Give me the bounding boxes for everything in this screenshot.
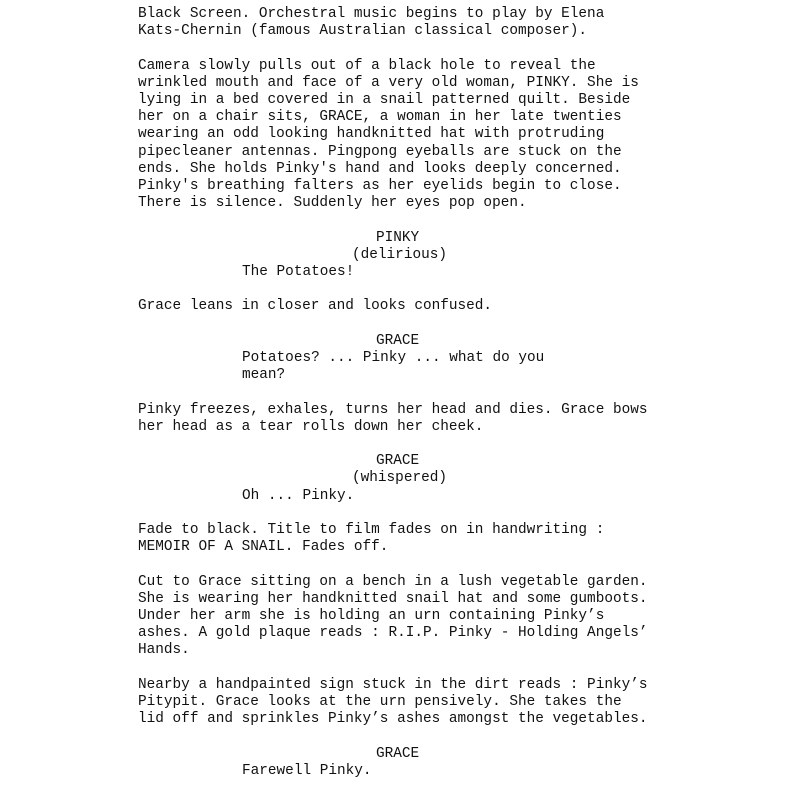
spacer bbox=[138, 728, 698, 745]
action-line: Black Screen. Orchestral music begins to play by Elena Kats-Chernin (famous Australian classical composer). bbox=[138, 6, 605, 40]
character-name: GRACE bbox=[376, 745, 420, 762]
action-line: Camera slowly pulls out of a black hole to reveal the wrinkled mouth and face of a very old woman, PINKY. She is lying in a bed covered in a snail patterned quilt. Beside her on a chair sits, GRACE, a woman in her late twenties wearing an odd looking handknitted hat with protruding pipecleaner antennas. Pingpong eyeballs are stuck on the ends. She holds Pinky's hand and looks deeply concerned. Pinky's breathing falters as her eyelids begin to close. There is silence. Suddenly her eyes pop open. bbox=[138, 57, 639, 212]
spacer bbox=[138, 316, 698, 333]
action-line: Grace leans in closer and looks confused. bbox=[138, 298, 493, 315]
screenplay-page bbox=[138, 6, 698, 780]
spacer bbox=[138, 212, 698, 229]
action-line: Cut to Grace sitting on a bench in a lush vegetable garden. She is wearing her handknitted snail hat and some gumboots. Under her arm she is holding an urn containing Pinky’s ashes. A gold plaque reads : R.I.P. Pinky - Holding Angels’ Hands. bbox=[138, 573, 648, 659]
action-line: Pinky freezes, exhales, turns her head and dies. Grace bows her head as a tear rolls down her cheek. bbox=[138, 401, 648, 435]
character-name: PINKY bbox=[376, 229, 420, 246]
spacer bbox=[138, 281, 698, 298]
dialogue-line: Oh ... Pinky. bbox=[242, 487, 355, 504]
spacer bbox=[138, 505, 698, 522]
action-line: Nearby a handpainted sign stuck in the dirt reads : Pinky’s Pitypit. Grace looks at the urn pensively. She takes the lid off and sprinkles Pinky’s ashes amongst the vegetables. bbox=[138, 676, 648, 728]
action-line: Fade to black. Title to film fades on in handwriting : MEMOIR OF A SNAIL. Fades off. bbox=[138, 521, 605, 556]
parenthetical: (delirious) bbox=[352, 246, 447, 263]
dialogue-line: The Potatoes! bbox=[242, 264, 355, 281]
character-name: GRACE bbox=[376, 453, 420, 470]
spacer bbox=[138, 436, 698, 453]
spacer bbox=[138, 40, 698, 57]
dialogue-line: Potatoes? ... Pinky ... what do you mean? bbox=[242, 350, 545, 384]
dialogue-line: Farewell Pinky. bbox=[242, 762, 372, 779]
parenthetical: (whispered) bbox=[352, 470, 447, 487]
spacer bbox=[138, 556, 698, 573]
spacer bbox=[138, 384, 698, 401]
character-name: GRACE bbox=[376, 332, 420, 349]
spacer bbox=[138, 660, 698, 677]
